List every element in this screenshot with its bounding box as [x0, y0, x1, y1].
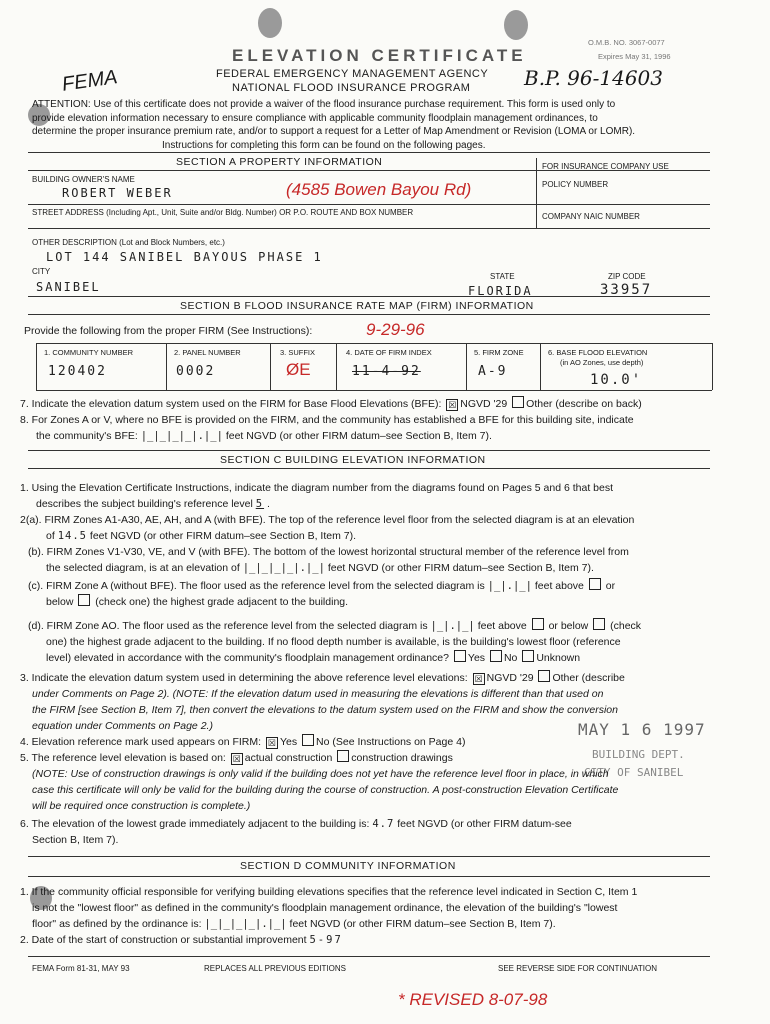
c3-ngvd-label: NGVD '29: [486, 672, 534, 684]
c2b-line-1: (b). FIRM Zones V1-V30, VE, and V (with BFE). The bottom of the lowest horizontal structural member of the reference level from: [28, 546, 629, 558]
ngvd-checkbox[interactable]: ☒: [448, 400, 457, 410]
owner-name-label: BUILDING OWNER'S NAME: [32, 175, 135, 184]
ngvd-label: NGVD '29: [460, 398, 508, 410]
section-b-title: SECTION B FLOOD INSURANCE RATE MAP (FIRM) INFORMATION: [180, 300, 534, 312]
community-number-value: 120402: [48, 364, 107, 379]
item-8-bfe-label: the community's BFE:: [36, 430, 138, 442]
suffix-value: ØE: [286, 360, 311, 379]
other-datum-checkbox[interactable]: [512, 396, 524, 408]
base-flood-elevation-label: 6. BASE FLOOD ELEVATION: [548, 348, 648, 357]
c5-drawings-checkbox[interactable]: [337, 750, 349, 762]
owner-name-value: ROBERT WEBER: [62, 186, 173, 200]
city-value: SANIBEL: [36, 280, 101, 294]
address-note-handwritten: (4585 Bowen Bayou Rd): [286, 180, 472, 199]
item-8-line-1: 8. For Zones A or V, where no BFE is provided on the FIRM, and the community has established a BFE for this building site, indicate: [20, 414, 634, 426]
c2d-unknown-label: Unknown: [536, 652, 581, 664]
c2a-tail: feet NGVD (or other FIRM datum–see Section B, Item 7).: [89, 530, 357, 542]
fema-handwritten-mark: FEMA: [60, 66, 119, 96]
c3-line-4: equation under Comments on Page 2.): [32, 720, 213, 732]
c2b-tail: feet NGVD (or other FIRM datum–see Section B, Item 7).: [327, 562, 594, 574]
base-flood-elevation-sub: (in AO Zones, use depth): [560, 358, 644, 367]
c2c-below: below: [46, 596, 74, 608]
d2-date-value: 5-97: [309, 934, 343, 946]
c3-other-checkbox[interactable]: [538, 670, 550, 682]
c3-line-2: under Comments on Page 2). (NOTE: If the elevation datum used in measuring the elevations is different than that used on: [32, 688, 604, 700]
other-datum-label: Other (describe on back): [526, 398, 642, 410]
panel-number-value: 0002: [176, 364, 216, 379]
c2c-or: or: [605, 580, 616, 592]
firm-zone-value: A-9: [478, 364, 508, 379]
street-address-label: STREET ADDRESS (Including Apt., Unit, Suite and/or Bldg. Number) OR P.O. ROUTE AND BOX NUMBER: [32, 208, 414, 217]
form-number: FEMA Form 81-31, MAY 93: [32, 964, 130, 973]
program-name: NATIONAL FLOOD INSURANCE PROGRAM: [232, 82, 471, 94]
c2c-tail: (check one) the highest grade adjacent to the building.: [95, 596, 349, 608]
c2d-question: level) elevated in accordance with the community's floodplain management ordinance?: [46, 652, 449, 664]
c2d-line-2: one) the highest grade adjacent to the building. If no flood depth number is available, is the building's lowest floor (reference: [46, 636, 621, 648]
d1-entry-boxes[interactable]: |_|_|_|_|.|_|: [204, 918, 287, 930]
c2a-line-1: 2(a). FIRM Zones A1-A30, AE, AH, and A (with BFE). The top of the reference level floor from the selected diagram is at an elevation: [20, 514, 635, 526]
attention-line-1: ATTENTION: Use of this certificate does not provide a waiver of the flood insurance purchase requirement. This form is used only to: [32, 99, 616, 110]
zip-value: 33957: [600, 282, 653, 298]
base-flood-elevation-value: 10.0': [590, 372, 643, 388]
firm-zone-label: 5. FIRM ZONE: [474, 348, 524, 357]
community-number-label: 1. COMMUNITY NUMBER: [44, 348, 134, 357]
c1-line-2: describes the subject building's reference level 5 .: [36, 498, 270, 510]
c4-text: 4. Elevation reference mark used appears on FIRM:: [20, 736, 262, 748]
c4-no-checkbox[interactable]: [302, 734, 314, 746]
c5-note-2: case this certificate will only be valid for the building during the course of construction. A post-construction Elevation Certificate: [32, 784, 619, 796]
c2d-unknown-checkbox[interactable]: [522, 650, 534, 662]
c2d-no-checkbox[interactable]: [490, 650, 502, 662]
see-reverse-side: SEE REVERSE SIDE FOR CONTINUATION: [498, 964, 657, 973]
item-8-bfe-tail: feet NGVD (or other FIRM datum–see Section B, Item 7).: [225, 430, 492, 442]
city-label: CITY: [32, 267, 51, 276]
c2b-entry-boxes[interactable]: |_|_|_|_|.|_|: [242, 562, 325, 574]
c2b-text: the selected diagram, is at an elevation of: [46, 562, 240, 574]
c2d-or-below: or below: [548, 620, 589, 632]
d1-line-1: 1. If the community official responsible for verifying building elevations specifies that the reference level indicated in Section C, Item 1: [20, 886, 638, 898]
c6-line-2: Section B, Item 7).: [32, 834, 119, 846]
replaces-editions: REPLACES ALL PREVIOUS EDITIONS: [204, 964, 346, 973]
c2d-line-3: [46, 650, 746, 667]
c5-line: [20, 750, 720, 767]
d1-line-2: is not the "lowest floor" as defined in the community's floodplain management ordinance, the elevation of the building's "lowest: [32, 902, 618, 914]
c1-line-1: 1. Using the Elevation Certificate Instructions, indicate the diagram number from the diagrams found on Pages 5 and 6 that best: [20, 482, 613, 494]
received-stamp-city: CITY OF SANIBEL: [584, 766, 684, 779]
state-value: FLORIDA: [468, 284, 533, 298]
c4-yes-label: Yes: [279, 736, 298, 748]
building-permit-number: B.P. 96-14603: [524, 66, 664, 90]
attention-line-2: provide elevation information necessary to ensure compliance with applicable community floodplain management ordinances, to: [32, 112, 598, 124]
panel-number-label: 2. PANEL NUMBER: [174, 348, 241, 357]
bfe-entry-boxes[interactable]: |_|_|_|_|.|_|: [140, 430, 223, 442]
received-stamp-dept: BUILDING DEPT.: [592, 748, 685, 761]
c5-drawings-label: construction drawings: [351, 752, 453, 764]
c2c-line-2: [46, 594, 746, 611]
suffix-label: 3. SUFFIX: [280, 348, 316, 357]
received-stamp-date: MAY 1 6 1997: [578, 720, 706, 739]
insurance-company-use-label: FOR INSURANCE COMPANY USE: [542, 162, 669, 171]
d1-tail: feet NGVD (or other FIRM datum–see Section B, Item 7).: [289, 918, 556, 930]
c5-actual-checkbox[interactable]: ☒: [232, 754, 241, 764]
c2a-elevation-value: 14.5: [57, 530, 87, 542]
c3-text: 3. Indicate the elevation datum system used in determining the above reference level elevations:: [20, 672, 468, 684]
c5-note-3: will be required once construction is complete.): [32, 800, 251, 812]
attention-block: [32, 98, 732, 152]
c3-ngvd-checkbox[interactable]: ☒: [474, 674, 483, 684]
firm-index-date-label: 4. DATE OF FIRM INDEX: [346, 348, 432, 357]
c2d-text: (d). FIRM Zone AO. The floor used as the reference level from the selected diagram is: [28, 620, 428, 632]
state-label: STATE: [490, 272, 515, 281]
c2d-entry-boxes[interactable]: |_|.|_|: [430, 620, 475, 632]
c6-tail: feet NGVD (or other FIRM datum-see: [397, 818, 572, 830]
other-description-label: OTHER DESCRIPTION (Lot and Block Numbers, etc.): [32, 238, 225, 247]
d1-line-3: [32, 916, 732, 933]
c3-line-3: the FIRM [see Section B, Item 7], then convert the elevations to the datum system used on the FIRM and show the conversion: [32, 704, 618, 716]
expiration-date: Expires May 31, 1996: [598, 52, 671, 61]
c2b-line-2: [46, 560, 746, 577]
c5-note-1: (NOTE: Use of construction drawings is only valid if the building does not yet have the reference level floor in place, in which: [32, 768, 609, 780]
form-title: ELEVATION CERTIFICATE: [232, 46, 527, 65]
item-8-line-2: [36, 428, 736, 445]
c2d-above-checkbox[interactable]: [532, 618, 544, 630]
c2c-line-1: [28, 578, 738, 595]
c2d-check: (check: [610, 620, 642, 632]
c2c-text: (c). FIRM Zone A (without BFE). The floor used as the reference level from the selected diagram is: [28, 580, 485, 592]
item-7-block: [20, 396, 720, 413]
binder-hole-left: [258, 8, 282, 38]
attention-line-3: determine the proper insurance premium rate, and/or to support a request for a Letter of Map Amendment or Revision (LOMA or LOMR).: [32, 126, 636, 137]
revised-note: * REVISED 8-07-98: [398, 990, 548, 1009]
c2c-feet-above: feet above: [534, 580, 584, 592]
d1-text: floor" as defined by the ordinance is:: [32, 918, 202, 930]
c1-diagram-number: 5: [255, 498, 265, 510]
c3-line-1: [20, 670, 740, 687]
c5-actual-label: actual construction: [244, 752, 333, 764]
item-7-text: 7. Indicate the elevation datum system used on the FIRM for Base Flood Elevations (BFE):: [20, 398, 442, 410]
c2a-of: of: [46, 530, 55, 542]
c2c-below-checkbox[interactable]: [78, 594, 90, 606]
other-description-value: LOT 144 SANIBEL BAYOUS PHASE 1: [46, 250, 323, 264]
c2c-above-checkbox[interactable]: [589, 578, 601, 590]
c2d-no-label: No: [503, 652, 518, 664]
d2-line: [20, 932, 720, 949]
section-a-title: SECTION A PROPERTY INFORMATION: [176, 156, 383, 168]
c5-text: 5. The reference level elevation is based on:: [20, 752, 226, 764]
c6-grade-value: 4.7: [372, 818, 395, 830]
section-c-title: SECTION C BUILDING ELEVATION INFORMATION: [220, 454, 486, 466]
firm-date-note: 9-29-96: [366, 320, 425, 339]
c2a-line-2: [46, 528, 746, 545]
c2d-feet-above: feet above: [477, 620, 527, 632]
c6-line-1: [20, 816, 740, 833]
section-d-title: SECTION D COMMUNITY INFORMATION: [240, 860, 456, 872]
attention-line-4: Instructions for completing this form can be found on the following pages.: [162, 139, 486, 151]
c2d-line-1: [28, 618, 738, 635]
c1-text: describes the subject building's reference level: [36, 498, 253, 510]
c6-text: 6. The elevation of the lowest grade immediately adjacent to the building is:: [20, 818, 370, 830]
omb-number: O.M.B. NO. 3067-0077: [588, 38, 665, 47]
firm-index-date-value: 11-4-92: [352, 364, 421, 379]
c3-other-label: Other (describe: [552, 672, 625, 684]
c2c-entry-boxes[interactable]: |_|.|_|: [487, 580, 532, 592]
c4-no-label: No (See Instructions on Page 4): [316, 736, 466, 748]
c4-yes-checkbox[interactable]: ☒: [267, 738, 276, 748]
d2-text: 2. Date of the start of construction or substantial improvement: [20, 934, 307, 946]
binder-hole-right: [504, 10, 528, 40]
c4-line: [20, 734, 580, 751]
naic-number-label: COMPANY NAIC NUMBER: [542, 212, 640, 221]
c2d-below-checkbox[interactable]: [593, 618, 605, 630]
firm-instructions: Provide the following from the proper FIRM (See Instructions):: [24, 325, 313, 337]
c2d-yes-checkbox[interactable]: [454, 650, 466, 662]
zip-label: ZIP CODE: [608, 272, 646, 281]
agency-name: FEDERAL EMERGENCY MANAGEMENT AGENCY: [216, 68, 489, 80]
c2d-yes-label: Yes: [467, 652, 486, 664]
policy-number-label: POLICY NUMBER: [542, 180, 609, 189]
